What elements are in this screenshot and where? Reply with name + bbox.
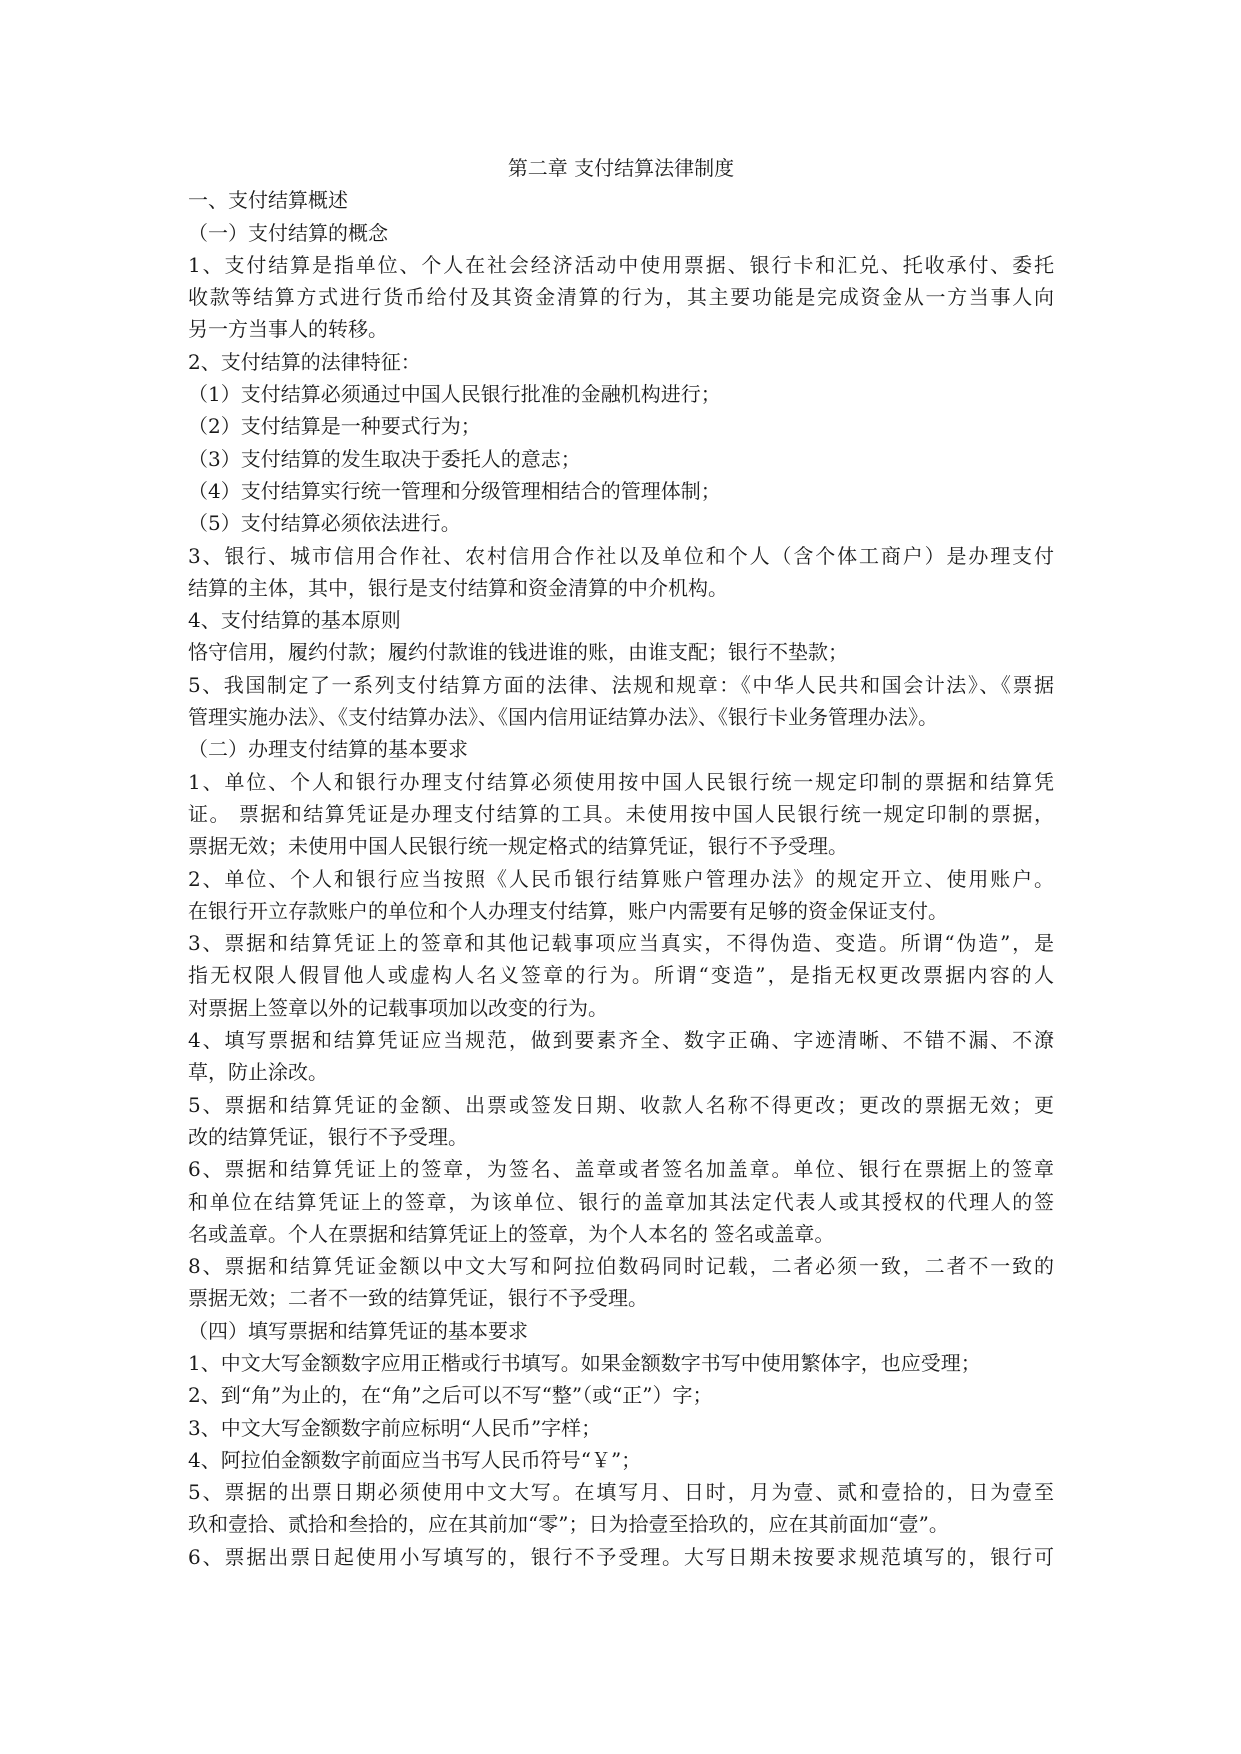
text-line: 指无权限人假冒他人或虚构人名义签章的行为。所谓“变造”，是指无权更改票据内容的人 <box>188 963 1054 988</box>
text-line: 和单位在结算凭证上的签章，为该单位、银行的盖章加其法定代表人或其授权的代理人的签 <box>188 1189 1054 1214</box>
text-line: 票据无效；未使用中国人民银行统一规定格式的结算凭证，银行不予受理。 <box>188 834 848 859</box>
text-line: （四）填写票据和结算凭证的基本要求 <box>188 1318 528 1343</box>
text-line: 6、票据和结算凭证上的签章，为签名、盖章或者签名加盖章。单位、银行在票据上的签章 <box>188 1157 1054 1182</box>
text-line: 4、填写票据和结算凭证应当规范，做到要素齐全、数字正确、字迹清晰、不错不漏、不潦 <box>188 1028 1054 1053</box>
text-line: 在银行开立存款账户的单位和个人办理支付结算，账户内需要有足够的资金保证支付。 <box>188 898 948 923</box>
document-body <box>188 184 1054 1573</box>
text-line: 4、阿拉伯金额数字前面应当书写人民币符号“￥”； <box>188 1447 642 1472</box>
text-line: 1、中文大写金额数字应用正楷或行书填写。如果金额数字书写中使用繁体字，也应受理； <box>188 1350 981 1375</box>
text-line: 玖和壹拾、贰拾和叁拾的，应在其前加“零”；日为拾壹至拾玖的，应在其前面加“壹”。 <box>188 1512 949 1537</box>
text-line: （5）支付结算必须依法进行。 <box>188 511 461 536</box>
text-line: 1、单位、个人和银行办理支付结算必须使用按中国人民银行统一规定印制的票据和结算凭 <box>188 769 1054 794</box>
text-line: 管理实施办法》、《支付结算办法》、《国内信用证结算办法》、《银行卡业务管理办法》。 <box>188 705 938 730</box>
text-line: 2、单位、个人和银行应当按照《人民币银行结算账户管理办法》的规定开立、使用账户。 <box>188 866 1054 891</box>
text-line: 恪守信用，履约付款；履约付款谁的钱进谁的账，由谁支配；银行不垫款； <box>188 640 848 665</box>
text-line: （1）支付结算必须通过中国人民银行批准的金融机构进行； <box>188 382 721 407</box>
text-line: 4、支付结算的基本原则 <box>188 608 401 633</box>
document-page <box>188 152 1054 1573</box>
text-line: （一）支付结算的概念 <box>188 220 388 245</box>
text-line: 3、中文大写金额数字前应标明“人民币”字样； <box>188 1415 602 1440</box>
text-line: 2、支付结算的法律特征： <box>188 349 421 374</box>
text-line: 票据无效；二者不一致的结算凭证，银行不予受理。 <box>188 1286 648 1311</box>
text-line: 对票据上签章以外的记载事项加以改变的行为。 <box>188 995 608 1020</box>
text-line: 5、票据的出票日期必须使用中文大写。在填写月、日时，月为壹、贰和壹拾的，日为壹至 <box>188 1480 1054 1505</box>
text-line: 5、我国制定了一系列支付结算方面的法律、法规和规章：《中华人民共和国会计法》、《票据 <box>188 672 1054 697</box>
text-line: 结算的主体，其中，银行是支付结算和资金清算的中介机构。 <box>188 575 728 600</box>
text-line: 2、到“角”为止的，在“角”之后可以不写“整”（或“正”）字； <box>188 1383 713 1408</box>
text-line: 一、支付结算概述 <box>188 188 348 213</box>
text-line: （2）支付结算是一种要式行为； <box>188 414 481 439</box>
text-line: 草，防止涂改。 <box>188 1060 328 1085</box>
text-line: （3）支付结算的发生取决于委托人的意志； <box>188 446 581 471</box>
text-line: （4）支付结算实行统一管理和分级管理相结合的管理体制； <box>188 478 721 503</box>
text-line: （二）办理支付结算的基本要求 <box>188 737 468 762</box>
text-line: 改的结算凭证，银行不予受理。 <box>188 1124 468 1149</box>
text-line: 5、票据和结算凭证的金额、出票或签发日期、收款人名称不得更改；更改的票据无效；更 <box>188 1092 1054 1117</box>
text-line: 收款等结算方式进行货币给付及其资金清算的行为，其主要功能是完成资金从一方当事人向 <box>188 285 1054 310</box>
text-line: 证。 票据和结算凭证是办理支付结算的工具。未使用按中国人民银行统一规定印制的票据， <box>188 801 1054 826</box>
text-line: 另一方当事人的转移。 <box>188 317 388 342</box>
text-line: 6、票据出票日起使用小写填写的，银行不予受理。大写日期未按要求规范填写的，银行可 <box>188 1544 1054 1569</box>
text-line: 3、票据和结算凭证上的签章和其他记载事项应当真实，不得伪造、变造。所谓“伪造”，是 <box>188 931 1054 956</box>
text-line: 名或盖章。个人在票据和结算凭证上的签章，为个人本名的 签名或盖章。 <box>188 1221 835 1246</box>
text-line: 8、票据和结算凭证金额以中文大写和阿拉伯数码同时记载，二者必须一致，二者不一致的 <box>188 1254 1054 1279</box>
text-line: 1、支付结算是指单位、个人在社会经济活动中使用票据、银行卡和汇兑、托收承付、委托 <box>188 252 1054 277</box>
text-line: 3、银行、城市信用合作社、农村信用合作社以及单位和个人（含个体工商户）是办理支付 <box>188 543 1054 568</box>
chapter-title: 第二章 支付结算法律制度 <box>507 156 735 180</box>
